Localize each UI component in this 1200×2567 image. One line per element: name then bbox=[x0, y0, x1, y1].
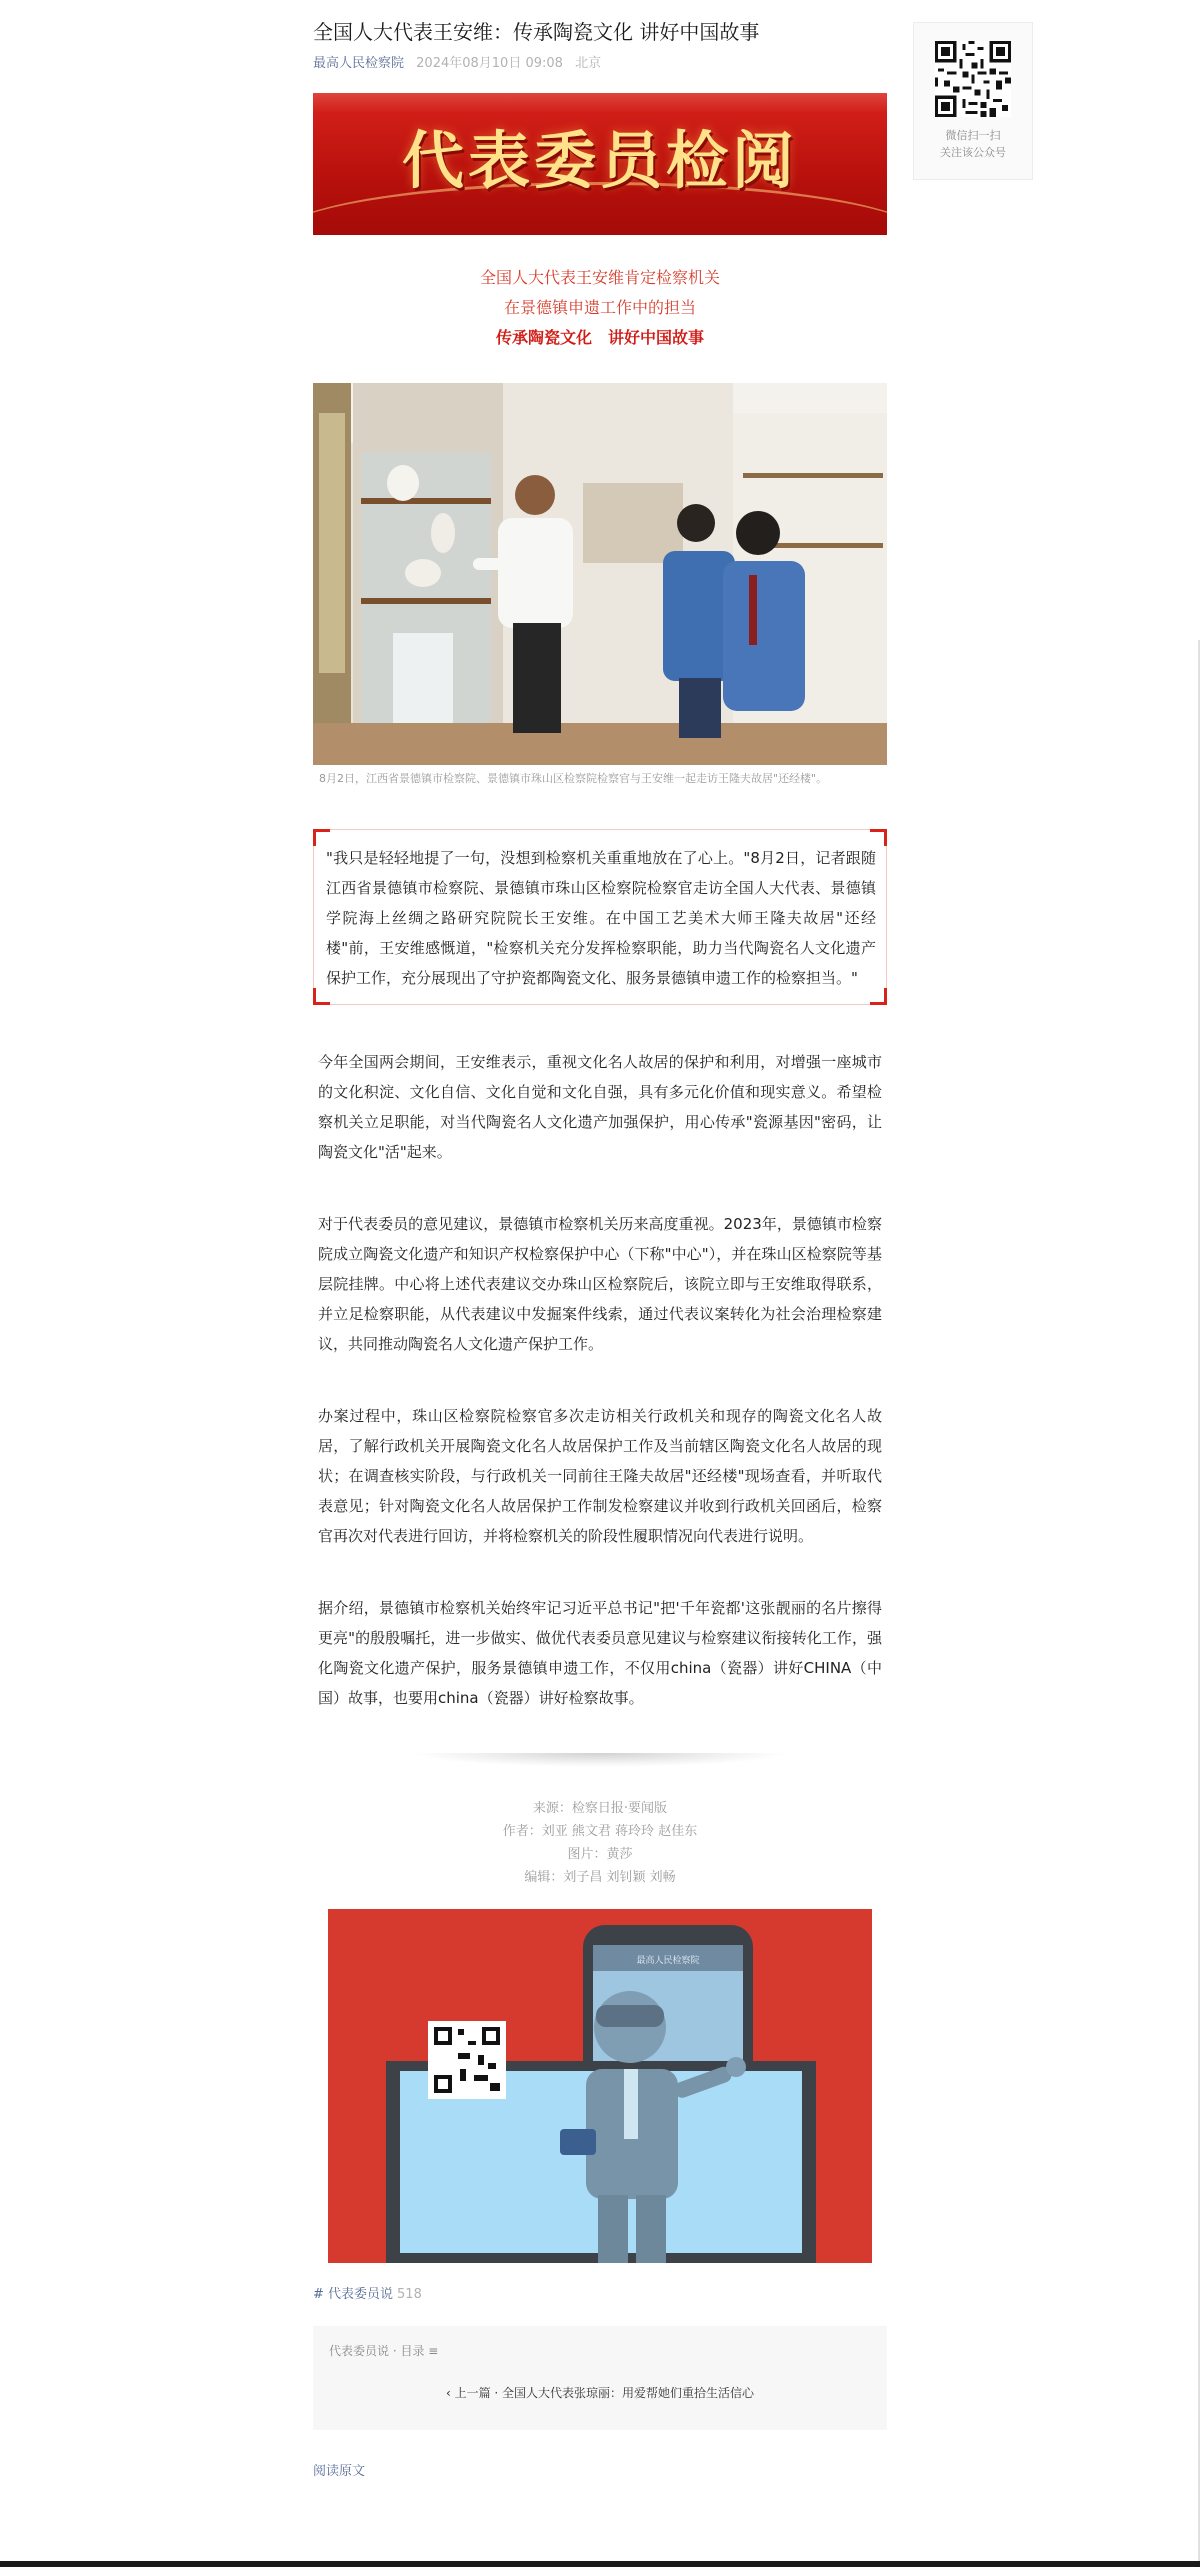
article-meta bbox=[313, 52, 887, 71]
news-photo[interactable] bbox=[313, 383, 887, 765]
column-banner bbox=[313, 93, 887, 235]
photo-caption: 8月2日，江西省景德镇市检察院、景德镇市珠山区检察院检察官与王安维一起走访王隆夫故居"还经楼"。 bbox=[319, 772, 828, 785]
topic-tag-count: 518 bbox=[397, 2287, 422, 2302]
qr-code-icon bbox=[935, 41, 1011, 117]
credit-author: 作者：刘亚 熊文君 蒋玲玲 赵佳东 bbox=[502, 1824, 698, 1839]
promo-illustration[interactable] bbox=[328, 1909, 872, 2263]
publish-datetime: 2024年08月10日 09:08 bbox=[416, 56, 563, 71]
chevron-left-icon: ‹ bbox=[445, 2386, 451, 2400]
article bbox=[313, 0, 887, 2479]
qr-panel bbox=[913, 22, 1033, 180]
album-header-link[interactable]: 代表委员说 · 目录 ≡ bbox=[329, 2344, 439, 2358]
corner-decoration bbox=[870, 988, 887, 1005]
section-divider bbox=[410, 1753, 790, 1767]
qr-caption-line1: 微信扫一扫 bbox=[945, 129, 1001, 142]
prev-article-label[interactable]: 上一篇 · 全国人大代表张琼丽：用爱帮她们重拾生活信心 bbox=[454, 2386, 755, 2400]
publish-location: 北京 bbox=[575, 56, 602, 71]
lead-block bbox=[313, 263, 887, 353]
qr-code-icon bbox=[428, 2021, 506, 2099]
topic-tag-label[interactable]: # 代表委员说 bbox=[313, 2287, 394, 2302]
body-paragraph-4: 据介绍，景德镇市检察机关始终牢记习近平总书记"把'千年瓷都'这张靓丽的名片擦得更亮"的殷殷嘱托，进一步做实、做优代表委员意见建议与检察建议衔接转化工作，强化陶瓷文化遗产保护，服务景德镇申遗工作，不仅用china（瓷器）讲好CHINA（中国）故事，也要用china（瓷器）讲好检察故事。 bbox=[318, 1599, 882, 1707]
qr-caption-line2: 关注该公众号 bbox=[940, 146, 1006, 159]
account-name-link[interactable]: 最高人民检察院 bbox=[313, 56, 405, 71]
lead-line-1: 全国人大代表王安维肯定检察机关 bbox=[479, 268, 720, 287]
lead-line-2: 在景德镇申遗工作中的担当 bbox=[503, 298, 696, 317]
credit-editor: 编辑：刘子昌 刘钊颖 刘畅 bbox=[524, 1870, 676, 1885]
bottom-bar bbox=[0, 2561, 1200, 2567]
body-paragraph-3: 办案过程中，珠山区检察院检察官多次走访相关行政机关和现存的陶瓷文化名人故居，了解行政机关开展陶瓷文化名人故居保护工作及当前辖区陶瓷文化名人故居的现状；在调查核实阶段，与行政机关一同前往王隆夫故居"还经楼"现场查看，并听取代表意见；针对陶瓷文化名人故居保护工作制发检察建议并收到行政机关回函后，检察官再次对代表进行回访，并将检察机关的阶段性履职情况向代表进行说明。 bbox=[318, 1407, 882, 1545]
lead-line-3: 传承陶瓷文化 讲好中国故事 bbox=[495, 328, 704, 347]
article-credits bbox=[313, 1797, 887, 1889]
quote-box bbox=[313, 829, 887, 1005]
album-card bbox=[313, 2326, 887, 2430]
credit-photo: 图片：黄莎 bbox=[567, 1847, 633, 1862]
credit-source: 来源：检察日报·要闻版 bbox=[532, 1801, 668, 1816]
article-title: 全国人大代表王安维：传承陶瓷文化 讲好中国故事 bbox=[313, 20, 760, 44]
body-paragraph-1: 今年全国两会期间，王安维表示，重视文化名人故居的保护和利用，对增强一座城市的文化积淀、文化自信、文化自觉和文化自强，具有多元化价值和现实意义。希望检察机关立足职能，对当代陶瓷名人文化遗产加强保护，用心传承"瓷源基因"密码，让陶瓷文化"活"起来。 bbox=[318, 1053, 882, 1161]
body-paragraph-2: 对于代表委员的意见建议，景德镇市检察机关历来高度重视。2023年，景德镇市检察院成立陶瓷文化遗产和知识产权检察保护中心（下称"中心"），并在珠山区检察院等基层院挂牌。中心将上述代表建议交办珠山区检察院后，该院立即与王安维取得联系，并立足检察职能，从代表建议中发掘案件线索，通过代表议案转化为社会治理检察建议，共同推动陶瓷名人文化遗产保护工作。 bbox=[318, 1215, 882, 1353]
banner-title: 代表委员检阅 bbox=[401, 124, 798, 197]
topic-tag[interactable] bbox=[313, 2283, 887, 2302]
corner-decoration bbox=[870, 829, 887, 846]
promo-phone-header: 最高人民检察院 bbox=[636, 1956, 700, 1966]
corner-decoration bbox=[313, 988, 330, 1005]
quote-text: "我只是轻轻地提了一句，没想到检察机关重重地放在了心上。"8月2日，记者跟随江西省景德镇市检察院、景德镇市珠山区检察院检察官走访全国人大代表、景德镇学院海上丝绸之路研究院院长王安维。在中国工艺美术大师王隆夫故居"还经楼"前，王安维感慨道，"检察机关充分发挥检察职能，助力当代陶瓷名人文化遗产保护工作，充分展现出了守护瓷都陶瓷文化、服务景德镇申遗工作的检察担当。" bbox=[326, 849, 876, 987]
read-original-link[interactable]: 阅读原文 bbox=[313, 2464, 366, 2479]
corner-decoration bbox=[313, 829, 330, 846]
prev-article-link[interactable] bbox=[313, 2384, 887, 2401]
